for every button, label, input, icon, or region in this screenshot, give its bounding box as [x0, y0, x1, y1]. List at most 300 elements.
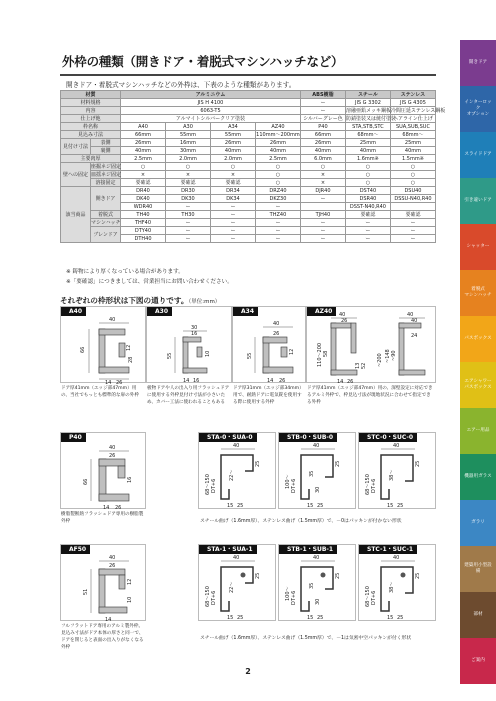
table-cell: アルマイトシルバークリア塗装	[121, 115, 301, 123]
dim-label: DT+6	[211, 478, 217, 493]
table-cell: DSR40	[345, 195, 390, 203]
dim-label: 15	[307, 503, 314, 509]
table-cell: THF40	[121, 219, 166, 227]
table-cell: 見込み寸法	[61, 131, 121, 139]
table-cell: ー	[345, 235, 390, 243]
dim-label: 25	[255, 460, 261, 467]
table-cell: ー	[300, 235, 345, 243]
table-row	[61, 147, 436, 155]
dim-label: 25	[237, 503, 244, 509]
table-cell: WDR40	[121, 203, 166, 211]
dim-label: 26	[109, 563, 116, 569]
table-cell: 40mm	[345, 147, 390, 155]
side-tab[interactable]: ご案内	[460, 638, 496, 684]
dim-label: ~200	[377, 353, 383, 367]
table-row	[61, 123, 436, 131]
dim-label: DT+6	[211, 590, 217, 605]
table-cell: 要確認	[210, 179, 255, 187]
table-cell: ー	[300, 99, 345, 107]
table-row	[61, 187, 436, 195]
table-cell: ○	[121, 163, 166, 171]
spec-table	[60, 90, 446, 243]
profile-card-a34	[232, 306, 306, 383]
profile-desc-az40: ドア厚41mm（エッジ部47mm）用の、深壁設定に対応できるアルミ外枠で、枠見込寸法が現地状況に合わせて指定できる外枠	[307, 386, 433, 405]
table-cell: 68mm～	[345, 131, 390, 139]
table-cell	[390, 203, 435, 211]
dim-label: 40	[393, 555, 400, 561]
table-cell: DK40	[121, 195, 166, 203]
table-cell: 仕上げ他	[61, 115, 121, 123]
table-cell: 40mm	[121, 147, 166, 155]
stc1-profile-drawing	[359, 545, 437, 622]
dim-label: ~148	[385, 349, 391, 363]
table-cell: DKZ30	[255, 195, 300, 203]
dim-label: 15	[227, 503, 234, 509]
table-row	[61, 99, 436, 107]
table-cell: 2.5mm	[255, 155, 300, 163]
side-tab[interactable]: スライドドア	[460, 132, 496, 178]
side-tab[interactable]: 機器用ガラス	[460, 454, 496, 500]
dim-label: 22～	[229, 581, 235, 593]
dim-label: 26	[115, 505, 122, 511]
dim-label: 15	[227, 615, 234, 621]
table-cell: 6063-T5	[121, 107, 301, 115]
dim-label: 100～	[285, 586, 291, 601]
table-cell: ×	[300, 171, 345, 179]
packing-mark	[241, 573, 246, 578]
profile-card-sta1	[198, 544, 276, 621]
a30-profile-drawing	[147, 307, 233, 384]
dim-label: 68～150	[205, 586, 211, 607]
profile-label-stc1: STC-1・SUC-1	[359, 545, 417, 554]
profile-label-stb0: STB-0・SUB-0	[279, 433, 337, 442]
table-cell: 68mm～	[390, 131, 435, 139]
table-cell: DR34	[210, 187, 255, 195]
table-cell: ○	[255, 179, 300, 187]
table-cell: 25mm	[345, 139, 390, 147]
dim-label: 40	[109, 317, 116, 323]
dim-label: 25	[237, 615, 244, 621]
table-cell: 55mm	[166, 131, 211, 139]
table-cell: ー	[210, 227, 255, 235]
table-cell: STA,STB,STC	[345, 123, 390, 131]
dim-label: 40	[233, 555, 240, 561]
profile-section-title	[60, 295, 220, 306]
dim-label: 100～	[285, 474, 291, 489]
table-cell: DRZ40	[255, 187, 300, 195]
table-cell: ○	[390, 179, 435, 187]
table-cell: SUA,SUB,SUC	[390, 123, 435, 131]
table-cell: 1.5mm※	[390, 155, 435, 163]
table-cell: ー	[300, 227, 345, 235]
dim-label: 40	[393, 443, 400, 449]
profile-card-p40	[60, 432, 146, 509]
profile-desc-af50: フルフラットドア専用のアルミ製外枠。見込み寸法がドア本体の厚さと同一で、ドアを閉じると表面の出入りがなくなる外枠	[61, 624, 144, 650]
dim-label: 35	[309, 582, 315, 589]
table-cell: 裏側	[91, 147, 121, 155]
table-cell: 溶接固定	[91, 179, 121, 187]
table-row	[61, 179, 436, 187]
table-cell: ー	[345, 227, 390, 235]
dim-label: 15	[307, 615, 314, 621]
side-tab[interactable]: パスボックス	[460, 316, 496, 362]
table-cell: ×	[300, 179, 345, 187]
table-row	[61, 163, 436, 171]
table-cell: 40mm	[210, 147, 255, 155]
table-cell: JIS G 4305	[390, 99, 435, 107]
table-cell: JIS H 4100	[121, 99, 301, 107]
profile-desc-a34: ドア厚31mm（エッジ部34mm）用で、耐熱ドアに電気錠を使用する際に使用する外枠	[233, 386, 304, 405]
profile-desc-p40: 樹脂製断熱フラッシュドア専用の樹脂製外枠	[61, 512, 144, 524]
dim-label: ~90	[391, 350, 397, 361]
stc0-profile-drawing	[359, 433, 437, 510]
dim-label: 10	[127, 596, 133, 603]
table-cell: マシンハッチ	[91, 220, 121, 226]
table-cell: 防錆塗装又は焼付塗装	[345, 116, 396, 122]
dim-label: 25	[397, 503, 404, 509]
table-cell: ○	[300, 163, 345, 171]
table-cell: 枠名称	[61, 123, 121, 131]
profile-desc-a30: 板物ドアや人の出入り用フラッシュドアに使用する外枠見付け寸法が小さいため、カバー工法に使われることもある	[147, 386, 230, 405]
table-cell: 開きドア	[91, 187, 121, 211]
table-cell: ー	[390, 219, 435, 227]
dim-label: 66	[80, 346, 86, 353]
profile-section-heading: それぞれの枠形状は下図の通りです。	[60, 296, 189, 305]
profile-label-p40: P40	[61, 433, 86, 442]
table-cell: DST40	[345, 187, 390, 195]
profile-card-stc1	[358, 544, 436, 621]
page-title: 外枠の種類（開きドア・着脱式マシンハッチなど）	[62, 54, 344, 69]
table-cell: DTY40	[121, 227, 166, 235]
profile-card-a40	[60, 306, 146, 386]
dim-label: 25	[317, 503, 324, 509]
dim-label: 25	[255, 572, 261, 579]
table-cell: ー	[390, 227, 435, 235]
table-cell: ー	[390, 235, 435, 243]
dim-label: 40	[339, 312, 346, 318]
table-cell: 40mm	[300, 147, 345, 155]
table-cell: ステンレス	[390, 91, 435, 99]
dim-label: 15	[387, 503, 394, 509]
side-tab[interactable]: シャッター	[460, 224, 496, 270]
table-cell: 内容	[61, 107, 121, 115]
dim-label: 68～150	[365, 474, 371, 495]
table-cell: 40mm	[255, 147, 300, 155]
dim-label: 40	[109, 445, 116, 451]
table-cell: 要確認	[390, 211, 435, 219]
dim-label: 16	[193, 378, 200, 384]
page-number: 2	[245, 667, 251, 676]
dim-label: 14	[103, 505, 110, 511]
table-cell: DJR40	[300, 187, 345, 195]
table-cell: 110mm～200mm	[256, 132, 300, 138]
dim-label: 25	[397, 615, 404, 621]
table-cell: ×	[210, 171, 255, 179]
dim-label: 40	[273, 321, 280, 327]
table-cell: DK34	[210, 195, 255, 203]
table-cell: ー	[300, 195, 345, 203]
dim-label: 25	[415, 460, 421, 467]
table-cell: TH30	[166, 211, 211, 219]
dim-label: 40	[313, 443, 320, 449]
af50-profile-drawing	[61, 545, 147, 622]
dim-label: 52	[361, 362, 367, 369]
profile-label-sta1: STA-1・SUA-1	[199, 545, 257, 554]
table-cell: アルミニウム	[121, 91, 301, 99]
dim-label: 40	[411, 318, 418, 324]
table-cell: 皿揺ネジ固定	[91, 172, 122, 178]
table-cell: 溶融亜鉛メッキ鋼板	[345, 108, 391, 114]
table-row	[61, 227, 436, 235]
table-cell: ー	[166, 219, 211, 227]
profile-label-a34: A34	[233, 307, 258, 316]
table-cell: シルバーグレー色	[300, 115, 345, 123]
table-cell: THZ40	[255, 211, 300, 219]
table-cell: ー	[345, 219, 390, 227]
table-cell: 26mm	[210, 139, 255, 147]
table-cell: DSU40	[390, 187, 435, 195]
table-cell	[300, 203, 345, 211]
p40-profile-drawing	[61, 433, 147, 510]
table-cell: 1.6mm※	[345, 155, 390, 163]
table-cell: ×	[121, 171, 166, 179]
table-cell: 6.0mm	[300, 155, 345, 163]
dim-label: 30	[315, 598, 321, 605]
dim-label: DT+6	[291, 478, 297, 493]
table-cell: DSST-N40,R40	[345, 203, 390, 211]
table-cell: ー	[255, 227, 300, 235]
dim-label: 55	[167, 352, 173, 359]
table-cell: ー	[300, 219, 345, 227]
table-cell: 着脱式	[91, 211, 121, 219]
table-cell: ー	[255, 203, 300, 211]
table-cell: ○	[255, 171, 300, 179]
profile-card-a30	[146, 306, 232, 383]
dim-label: 40	[233, 443, 240, 449]
steel-0-desc: スチール曲げ（1.6mm厚）、ステンレス曲げ（1.5mm厚）で、－0はパッキンが付かない形状	[200, 519, 402, 524]
dim-label: 14	[267, 378, 274, 384]
dim-label: 66	[83, 478, 89, 485]
table-cell: 40mm	[390, 147, 435, 155]
table-cell: DTH40	[121, 235, 166, 243]
dim-label: 26	[116, 380, 123, 386]
table-cell: 材質	[61, 91, 121, 99]
table-cell: DR30	[166, 187, 211, 195]
table-cell: 2.0mm	[210, 155, 255, 163]
table-cell: P40	[300, 123, 345, 131]
stb1-profile-drawing	[279, 545, 357, 622]
dim-label: DT+6	[371, 590, 377, 605]
dim-label: 14	[337, 379, 344, 385]
dim-label: 16	[127, 476, 133, 483]
table-cell: A40	[121, 123, 166, 131]
table-cell: ー	[255, 219, 300, 227]
table-cell: 25mm	[390, 139, 435, 147]
dim-label: 40	[313, 555, 320, 561]
dim-label: DT+6	[291, 590, 297, 605]
table-cell: ABS樹脂	[300, 91, 345, 99]
side-tab[interactable]: 部材	[460, 592, 496, 638]
dim-label: 14	[105, 617, 112, 623]
table-row	[61, 211, 436, 219]
table-cell: ○	[255, 163, 300, 171]
side-tab[interactable]: 開きドア	[460, 40, 496, 86]
stb0-profile-drawing	[279, 433, 357, 510]
table-cell: 26mm	[121, 139, 166, 147]
table-cell: 66mm	[121, 131, 166, 139]
table-cell: ○	[166, 163, 211, 171]
packing-mark	[321, 573, 326, 578]
profile-label-a30: A30	[147, 307, 172, 316]
profile-label-a40: A40	[61, 307, 86, 316]
side-tab[interactable]: エアシャワー パスボックス	[460, 362, 496, 408]
side-tab[interactable]: エアー用品	[460, 408, 496, 454]
packing-mark	[401, 573, 406, 578]
table-cell: ー	[166, 227, 211, 235]
dim-label: 25	[415, 572, 421, 579]
table-cell: ○	[345, 179, 390, 187]
dim-label: 26	[273, 331, 280, 337]
steel-1-desc: スチール曲げ（1.6mm厚）、ステンレス曲げ（1.5mm厚）で、－1は気密中空パッキンが付く形状	[200, 636, 412, 641]
side-tab[interactable]: インターロック オプション	[460, 86, 496, 132]
profile-card-stb0	[278, 432, 356, 509]
dim-label: 14	[105, 380, 112, 386]
table-cell: 見付け寸法	[61, 139, 91, 155]
table-cell: スチール	[345, 91, 390, 99]
dim-label: 12	[127, 578, 133, 585]
table-cell: 壁への固定	[61, 163, 91, 187]
side-tab[interactable]: ガラリ	[460, 500, 496, 546]
dim-label: 26	[109, 453, 116, 459]
a34-profile-drawing	[233, 307, 307, 384]
table-row	[61, 171, 436, 179]
table-cell: 55mm	[210, 131, 255, 139]
table-cell: ー	[255, 235, 300, 243]
table-cell: DSSU-N40,R40	[390, 195, 435, 203]
profile-label-af50: AF50	[61, 545, 90, 554]
table-cell: 2.5mm	[121, 155, 166, 163]
unit-note: （単位:mm）	[188, 299, 221, 305]
table-cell: ー	[210, 219, 255, 227]
side-tab[interactable]: 着脱式 マシンハッチ	[460, 270, 496, 316]
profile-card-stb1	[278, 544, 356, 621]
table-cell: ○	[390, 171, 435, 179]
table-cell: 要確認	[121, 179, 166, 187]
table-cell: 表側	[91, 139, 121, 147]
a40-profile-drawing	[61, 307, 147, 384]
table-cell: DR40	[121, 187, 166, 195]
table-cell: 冷間圧延ステンレス鋼板	[390, 108, 446, 114]
az40-profile-drawing	[307, 307, 437, 384]
dim-label: 24	[411, 333, 418, 339]
sta1-profile-drawing	[199, 545, 277, 622]
dim-label: 38～	[389, 469, 395, 481]
dim-label: 110～200	[317, 342, 323, 367]
table-cell: ー	[166, 235, 211, 243]
dim-label: 26	[279, 378, 286, 384]
profile-card-az40	[306, 306, 436, 383]
table-cell: 要確認	[166, 179, 211, 187]
table-cell: 26mm	[255, 139, 300, 147]
table-cell: A34	[210, 123, 255, 131]
table-cell: ー	[210, 235, 255, 243]
table-cell: 要確認	[345, 211, 390, 219]
table-cell: AZ40	[255, 123, 300, 131]
table-cell: 26mm	[300, 139, 345, 147]
dim-label: 40	[109, 555, 116, 561]
table-cell: ヘアライン仕上げ	[390, 115, 435, 123]
side-tab[interactable]: 引き違いドア	[460, 178, 496, 224]
table-cell: 66mm	[300, 131, 345, 139]
profile-desc-a40: ドア厚41mm（エッジ部47mm）用の、当社でもっとも標準的な扉の外枠	[61, 386, 139, 398]
profile-label-stb1: STB-1・SUB-1	[279, 545, 337, 554]
profile-label-stc0: STC-0・SUC-0	[359, 433, 417, 442]
note-2: ※「要確認」につきましては、営業担当にお問い合わせください。	[66, 279, 233, 285]
dim-label: 13	[355, 362, 361, 369]
table-row	[61, 219, 436, 227]
dim-label: 25	[335, 460, 341, 467]
table-cell: 主要肉厚	[61, 155, 121, 163]
dim-label: 26	[341, 318, 348, 324]
table-cell: ー	[300, 107, 345, 115]
dim-label: 15	[387, 615, 394, 621]
dim-label: 55	[247, 352, 253, 359]
dim-label: 12	[289, 348, 295, 355]
profile-label-sta0: STA-0・SUA-0	[199, 433, 257, 442]
dim-label: 40	[407, 312, 414, 318]
dim-label: 25	[335, 572, 341, 579]
dim-label: 68～150	[205, 474, 211, 495]
table-row	[61, 107, 436, 115]
note-1: ※ 鋳物により厚くなっている場合があります。	[66, 269, 184, 275]
dim-label: 30	[315, 486, 321, 493]
side-index-tabs	[460, 40, 496, 684]
dim-label: 25	[317, 615, 324, 621]
table-cell: ○	[345, 163, 390, 171]
table-cell: 16mm	[166, 139, 211, 147]
table-row	[61, 131, 436, 139]
table-cell: DK30	[166, 195, 211, 203]
dim-label: 38～	[389, 581, 395, 593]
table-cell: ×	[166, 171, 211, 179]
dim-label: 51	[83, 588, 89, 595]
table-cell: ー	[210, 211, 255, 219]
dim-label: 10	[205, 350, 211, 357]
title-rule	[60, 74, 436, 76]
dim-label: DT+6	[371, 478, 377, 493]
table-cell: 30mm	[166, 147, 211, 155]
table-cell: TH40	[121, 211, 166, 219]
table-cell: 座掘ネジ固定	[91, 164, 122, 170]
dim-label: 26	[347, 379, 354, 385]
intro-text: 開きドア・着脱式マシンハッチなどの外枠は、下表のような種類があります。	[66, 81, 296, 89]
table-cell: ○	[390, 163, 435, 171]
table-cell: ー	[210, 203, 255, 211]
table-cell: JIS G 3302	[345, 99, 390, 107]
table-row	[61, 115, 436, 123]
table-cell: ー	[166, 203, 211, 211]
table-cell: ブレンドア	[91, 227, 121, 243]
dim-label: 58	[323, 350, 329, 357]
table-cell: ○	[210, 163, 255, 171]
dim-label: 22～	[229, 469, 235, 481]
table-row	[61, 91, 436, 99]
dim-label: 68～150	[365, 586, 371, 607]
side-tab[interactable]: 建築用小型設備	[460, 546, 496, 592]
dim-label: 14	[183, 378, 190, 384]
profile-card-af50	[60, 544, 146, 621]
dim-label: 16	[191, 331, 198, 337]
